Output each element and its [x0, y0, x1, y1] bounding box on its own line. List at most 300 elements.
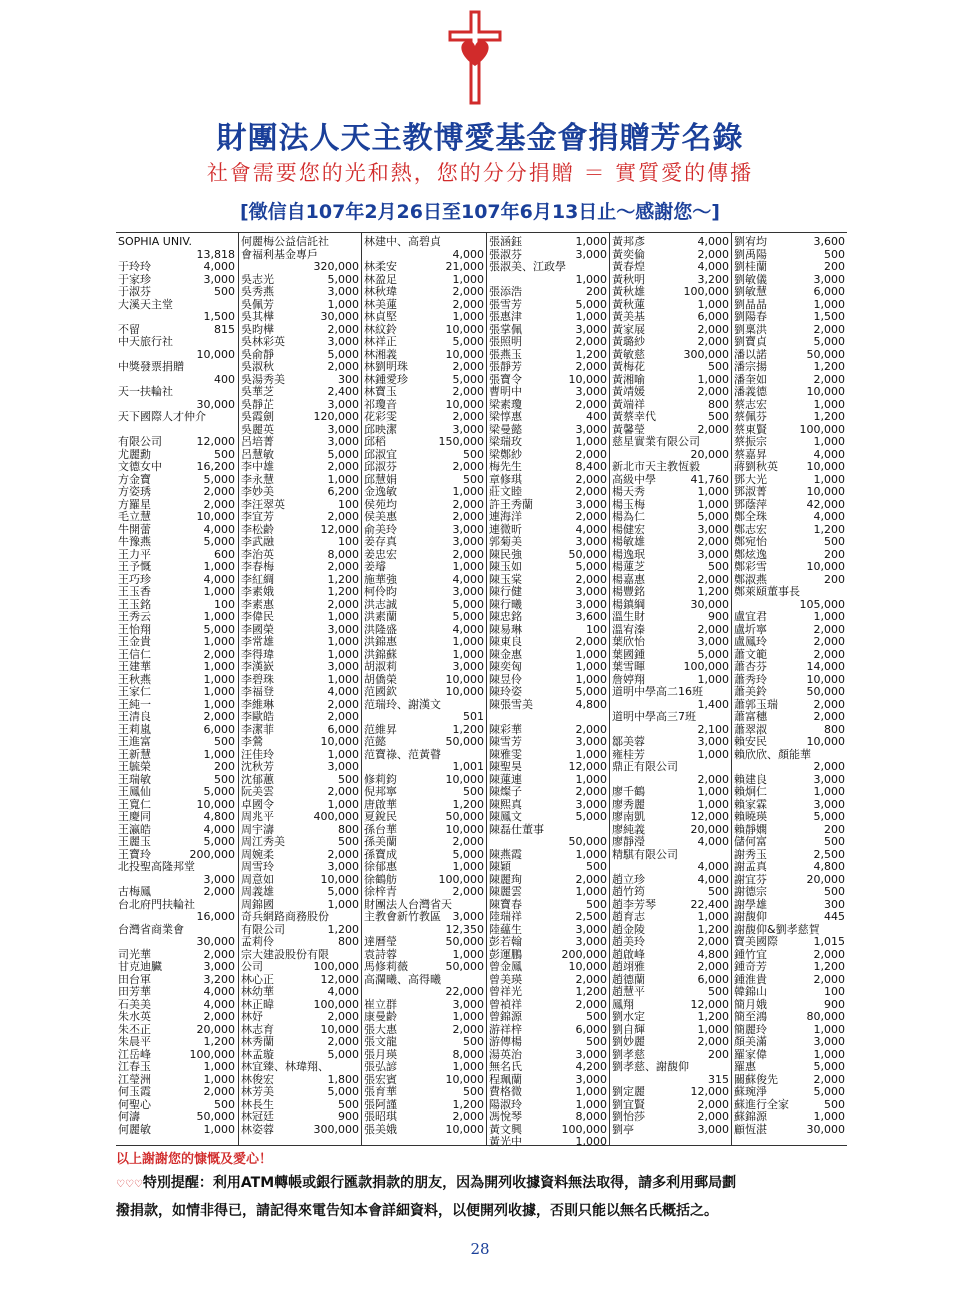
donor-name: 吳昀樺 [241, 322, 274, 336]
donation-amount: 2,000 [813, 1072, 845, 1086]
donation-amount: 8,000 [327, 547, 359, 561]
donor-name: 李宜芳 [241, 510, 274, 523]
donor-name: 楊健宏 [612, 522, 645, 536]
donation-amount: 3,000 [813, 772, 845, 786]
donor-name: 陽淑玲 [489, 1097, 522, 1111]
donation-amount: 2,000 [813, 622, 845, 636]
donor-name: 姜存真 [364, 535, 397, 548]
donor-name: 陸蘊生 [489, 922, 522, 936]
donation-amount: 1,000 [203, 610, 235, 623]
donation-amount: 500 [824, 835, 845, 848]
donor-name: 陳金惠 [489, 647, 522, 661]
donation-amount: 10,000 [568, 960, 607, 973]
donation-amount: 2,000 [697, 247, 729, 261]
donation-amount: 1,000 [697, 672, 729, 686]
donor-name: 許王秀蘭 [489, 497, 533, 511]
donation-amount: 4,000 [697, 235, 729, 248]
donor-name: 王玉香 [118, 585, 151, 598]
donation-amount: 500 [214, 772, 235, 786]
donation-amount: 4,000 [697, 835, 729, 848]
donation-amount: 1,200 [327, 922, 359, 936]
donation-amount: 500 [708, 410, 729, 423]
donation-amount: 1,000 [203, 660, 235, 673]
donor-name: 康曼齡 [364, 1010, 397, 1023]
donor-name: 黃邦彥 [612, 235, 645, 248]
donation-amount: 4,000 [697, 260, 729, 273]
donor-name: 趙美玲 [612, 935, 645, 948]
donation-amount: 2,000 [697, 385, 729, 398]
donation-amount: 500 [338, 772, 359, 786]
donation-amount: 2,000 [697, 772, 729, 786]
donation-amount: 2,000 [327, 560, 359, 573]
donation-amount: 12,000 [690, 1085, 729, 1098]
donor-name: 洪錦蘇 [364, 647, 397, 661]
donor-name: 劉寶貞 [734, 335, 767, 348]
donor-name: 鄭淑燕 [734, 572, 767, 586]
donation-amount: 3,000 [575, 322, 607, 336]
donor-name: 葉國鍾 [612, 647, 645, 661]
donor-name: 溫宥溱 [612, 622, 645, 636]
donor-name: 劉自輝 [612, 1022, 645, 1036]
donor-name: 王信仁 [118, 647, 151, 661]
donation-amount: 500 [463, 447, 484, 461]
donor-name: 周江秀美 [241, 835, 285, 848]
donor-name: 王瀛皓 [118, 822, 151, 836]
donation-amount: 2,000 [813, 635, 845, 648]
donation-amount: 2,000 [575, 572, 607, 586]
donor-name: 賴曉瑛 [734, 810, 767, 823]
donor-name: 謝馥仰 [734, 910, 767, 923]
donor-name: 劉怡莎 [612, 1110, 645, 1123]
donation-amount: 200 [586, 285, 607, 298]
donation-amount: 200 [214, 760, 235, 773]
donor-name: 吳秀燕 [241, 285, 274, 298]
donation-amount: 5,000 [327, 447, 359, 461]
donor-name: 程珮蘭 [489, 1072, 522, 1086]
donation-amount: 300 [338, 372, 359, 386]
donation-amount: 1,000 [203, 685, 235, 698]
donation-amount: 1,000 [203, 1072, 235, 1086]
donation-amount: 4,000 [452, 247, 484, 261]
donation-amount: 2,000 [327, 510, 359, 523]
donation-amount: 2,000 [813, 647, 845, 661]
donation-amount: 12,000 [690, 997, 729, 1011]
donation-amount: 2,000 [575, 360, 607, 373]
donation-amount: 3,000 [697, 522, 729, 536]
donation-amount: 1,000 [697, 910, 729, 923]
donor-name: 黃馨瑩 [612, 422, 645, 436]
donation-amount: 12,000 [196, 435, 235, 448]
donation-amount: 5,000 [575, 560, 607, 573]
donation-amount: 3,000 [575, 385, 607, 398]
donation-amount: 3,000 [575, 1047, 607, 1061]
donor-name: 鄒美蓉 [612, 735, 645, 748]
donor-name: 林貞堅 [364, 310, 397, 323]
donation-amount: 4,000 [203, 572, 235, 586]
donor-name: 吳麗英 [241, 422, 274, 436]
donation-amount: 1,000 [697, 747, 729, 761]
donor-name: 吳俞靜 [241, 347, 274, 361]
donor-row [362, 1123, 487, 1137]
donation-amount: 4,000 [697, 872, 729, 886]
donor-name: 陳熙真 [489, 797, 522, 811]
donor-name: 黃奕倫 [612, 247, 645, 261]
donation-amount: 500 [708, 985, 729, 998]
donor-name: 趙李芳琴 [612, 897, 656, 911]
donation-amount: 6,000 [575, 1022, 607, 1036]
donation-amount: 120,000 [313, 410, 359, 423]
donor-name: 鄭全珠 [734, 510, 767, 523]
donation-amount: 2,000 [203, 947, 235, 961]
donation-amount: 600 [214, 547, 235, 561]
donation-amount: 1,800 [327, 1072, 359, 1086]
donation-amount: 500 [708, 360, 729, 373]
donor-name: 劉敏儀 [734, 272, 767, 286]
donor-name: 彭若翰 [489, 935, 522, 948]
donor-name: 李福登 [241, 685, 274, 698]
donation-amount: 30,000 [806, 1122, 845, 1136]
donation-amount: 200 [708, 1047, 729, 1061]
donor-name: 呂慧敏 [241, 447, 274, 461]
donation-amount: 50,000 [445, 935, 484, 948]
donor-name: 鄧大光 [734, 472, 767, 486]
donor-name: 林柔安 [364, 260, 397, 273]
donor-name: 潘以諾 [734, 347, 767, 361]
donation-amount: 1,000 [452, 860, 484, 873]
donation-amount: 10,000 [445, 672, 484, 686]
donor-name: 天下國際人才仲介 [118, 410, 206, 423]
donor-name: 洪隆盛 [364, 622, 397, 636]
donor-name: 陳東良 [489, 635, 522, 648]
donation-amount: 500 [214, 1097, 235, 1111]
donor-name: 賴欣欣、顏能華 [734, 747, 811, 761]
donor-name: 王家仁 [118, 685, 151, 698]
donor-name: 洪錦惠 [364, 635, 397, 648]
donor-name: 陳行曦 [489, 597, 522, 611]
donor-table [116, 232, 847, 1146]
donation-amount: 3,000 [203, 272, 235, 286]
donation-amount: 4,000 [327, 985, 359, 998]
donation-amount: 1,200 [697, 922, 729, 936]
donor-name: 趙育志 [612, 910, 645, 923]
donation-amount: 1,000 [575, 1097, 607, 1111]
donor-name: 姜璿 [364, 560, 386, 573]
donor-name: 范懿 [364, 735, 386, 748]
donor-name: 蔡東賢 [734, 422, 767, 436]
donation-amount: 16,000 [196, 910, 235, 923]
donor-name: 牛豫燕 [118, 535, 151, 548]
donor-name: 梁瑞玫 [489, 435, 522, 448]
donation-amount: 5,000 [327, 885, 359, 898]
donor-name: 李歐皓 [241, 710, 274, 723]
donor-name: 蔣劉秋英 [734, 460, 778, 473]
donor-name: 無名氏 [489, 1060, 522, 1073]
donor-name: 鄭萊頤董事長 [734, 585, 800, 598]
donor-name: 楊鎮綱 [612, 597, 645, 611]
donation-amount: 3,000 [452, 535, 484, 548]
donation-amount: 42,000 [806, 497, 845, 511]
donation-amount: 2,000 [697, 1035, 729, 1048]
donation-amount: 200,000 [189, 847, 235, 861]
donor-name: 陳聖昊 [489, 760, 522, 773]
donor-name: 林芳美 [241, 1085, 274, 1098]
donor-name: 李潔菲 [241, 722, 274, 736]
donation-amount: 3,200 [203, 972, 235, 986]
donor-name: 張宏賓 [364, 1072, 397, 1086]
donation-amount: 10,000 [806, 672, 845, 686]
donation-amount: 10,000 [445, 772, 484, 786]
donor-name: 劉敏慧 [734, 285, 767, 298]
donor-name: 方姿琇 [118, 485, 151, 498]
donation-amount: 3,000 [813, 1035, 845, 1048]
donor-row [732, 1123, 848, 1137]
donation-amount: 12,350 [445, 922, 484, 936]
donation-amount: 200 [824, 260, 845, 273]
donation-amount: 2,000 [575, 335, 607, 348]
donation-amount: 100 [586, 622, 607, 636]
donor-name: 洪素蘭 [364, 610, 397, 623]
donation-amount: 1,500 [813, 310, 845, 323]
thanks-note: 以上謝謝您的慷慨及愛心！ [116, 1152, 273, 1167]
donation-amount: 1,000 [575, 1135, 607, 1148]
donor-name: 陳民強 [489, 547, 522, 561]
donation-amount: 1,015 [813, 935, 845, 948]
donation-amount: 50,000 [196, 1110, 235, 1123]
donor-name: 陳穎 [489, 860, 511, 873]
donation-amount: 1,000 [327, 472, 359, 486]
donor-name: 陳寶春 [489, 897, 522, 911]
donation-amount: 1,000 [203, 672, 235, 686]
donation-amount: 100,000 [313, 960, 359, 973]
donation-amount: 1,000 [813, 1022, 845, 1036]
donation-amount: 1,000 [697, 797, 729, 811]
donation-amount: 1,200 [452, 1097, 484, 1111]
donor-name: 王莉嵐 [118, 722, 151, 736]
donor-name: 吳華芝 [241, 385, 274, 398]
donation-amount: 500 [824, 535, 845, 548]
donation-amount: 20,000 [690, 447, 729, 461]
donation-amount: 30,000 [690, 597, 729, 611]
donation-amount: 500 [708, 885, 729, 898]
donor-name: 曾錦源 [489, 1010, 522, 1023]
donation-amount: 14,000 [806, 660, 845, 673]
donation-amount: 3,000 [575, 922, 607, 936]
donation-amount: 1,000 [813, 297, 845, 311]
donor-name: 邱淑芬 [364, 460, 397, 473]
donor-name: 簡至鴻 [734, 1010, 767, 1023]
donor-name: 王巧珍 [118, 572, 151, 586]
donation-amount: 1,200 [697, 585, 729, 598]
donation-amount: 3,000 [203, 960, 235, 973]
donation-amount: 2,000 [452, 1022, 484, 1036]
donor-name: 黃秋蓮 [612, 297, 645, 311]
donor-name: 奇兵網路商務股份 [241, 910, 329, 923]
donation-amount: 3,000 [327, 622, 359, 636]
donation-amount: 400,000 [313, 810, 359, 823]
donor-name: 道明中學高三7班 [612, 710, 696, 723]
donor-name: 楊為仁 [612, 510, 645, 523]
donor-name: 趙啟峰 [612, 947, 645, 961]
donor-name: 李偉民 [241, 610, 274, 623]
donor-name: 王鳳仙 [118, 785, 151, 798]
donation-amount: 10,000 [445, 1072, 484, 1086]
donation-amount: 300,000 [313, 1122, 359, 1136]
donor-name: 李漢嶔 [241, 660, 274, 673]
donation-amount: 2,000 [697, 960, 729, 973]
donor-name: 蘇錦源 [734, 1110, 767, 1123]
donation-amount: 200 [824, 822, 845, 836]
donation-amount: 1,000 [327, 897, 359, 911]
donor-name: 蘇進行全家 [734, 1097, 789, 1111]
donation-amount: 100 [214, 597, 235, 611]
donation-amount: 3,000 [697, 547, 729, 561]
donation-amount: 1,000 [327, 747, 359, 761]
donor-name: 盧圻寧 [734, 622, 767, 636]
donation-amount: 1,200 [327, 585, 359, 598]
donor-name: 楊玉梅 [612, 497, 645, 511]
donor-name: 林志育 [241, 1022, 274, 1036]
donation-amount: 2,500 [813, 847, 845, 861]
donor-name: 中獎發票捐贈 [118, 360, 184, 373]
donor-name: 趙德蘭 [612, 972, 645, 986]
donor-name: 鄭宛怡 [734, 535, 767, 548]
donor-name: 朱丕正 [118, 1022, 151, 1036]
donor-name: 黃美基 [612, 310, 645, 323]
donation-amount: 12,000 [690, 810, 729, 823]
donor-column [361, 233, 487, 1145]
donation-amount: 500 [586, 860, 607, 873]
donation-amount: 1,000 [452, 310, 484, 323]
donor-name: 盧宜君 [734, 610, 767, 623]
donation-amount: 1,000 [697, 1022, 729, 1036]
donation-amount: 2,400 [327, 385, 359, 398]
donor-name: 李春梅 [241, 560, 274, 573]
donation-amount: 500 [463, 472, 484, 486]
donor-name: 黃家展 [612, 322, 645, 336]
donation-amount: 2,000 [452, 410, 484, 423]
donor-name: 詹婷翔 [612, 672, 645, 686]
donor-name: 田台軍 [118, 972, 151, 986]
donor-name: 盧鳳玲 [734, 635, 767, 648]
donation-amount: 50,000 [445, 810, 484, 823]
donor-name: 劉孝慈、謝馥仰 [612, 1060, 689, 1073]
donor-column [238, 233, 362, 1145]
donor-name: 簡月娥 [734, 997, 767, 1011]
donor-name: 王進富 [118, 735, 151, 748]
donor-name: 陳彩華 [489, 722, 522, 736]
donor-name: 林心正 [241, 972, 274, 986]
donation-amount: 900 [824, 997, 845, 1011]
donor-name: 林寶玉 [364, 385, 397, 398]
donor-name: 林冠廷 [241, 1110, 274, 1123]
donation-amount: 1,000 [452, 560, 484, 573]
donation-amount: 500 [338, 1097, 359, 1111]
donation-amount: 2,000 [452, 297, 484, 311]
donation-amount: 500 [338, 835, 359, 848]
donation-amount: 41,760 [690, 472, 729, 486]
donor-name: 王建華 [118, 660, 151, 673]
donor-name: 劉水定 [612, 1010, 645, 1023]
donor-name: 謝秀玉 [734, 847, 767, 861]
donor-name: 吳湯秀美 [241, 372, 285, 386]
donation-amount: 1,000 [813, 435, 845, 448]
donor-name: 王予慨 [118, 560, 151, 573]
donation-amount: 3,000 [327, 335, 359, 348]
donor-name: 顏美滿 [734, 1035, 767, 1048]
donor-name: 王力平 [118, 547, 151, 561]
donor-name: 張燕玉 [489, 347, 522, 361]
donor-name: 陳雪芳 [489, 735, 522, 748]
donation-amount: 1,000 [203, 560, 235, 573]
donation-amount: 800 [824, 722, 845, 736]
donor-name: 彭運鵬 [489, 947, 522, 961]
donor-name: 沈秋芳 [241, 760, 274, 773]
donor-name: 于家珍 [118, 272, 151, 286]
donation-amount: 8,400 [575, 460, 607, 473]
donor-name: 林正暐 [241, 997, 274, 1011]
donation-amount: 500 [586, 897, 607, 911]
donation-amount: 2,000 [575, 785, 607, 798]
donation-amount: 1,000 [575, 235, 607, 248]
donation-amount: 10,000 [445, 822, 484, 836]
donor-name: 鄧淑菁 [734, 485, 767, 498]
donation-amount: 2,000 [697, 1110, 729, 1123]
donor-name: 吳佩芳 [241, 297, 274, 311]
donor-name: 李中雄 [241, 460, 274, 473]
donation-amount: 2,000 [327, 785, 359, 798]
donation-amount: 12,000 [320, 972, 359, 986]
donation-amount: 2,000 [452, 1110, 484, 1123]
donor-name: 陳雅雯 [489, 747, 522, 761]
donor-name: 朱水英 [118, 1010, 151, 1023]
donor-name: 賴炯仁 [734, 785, 767, 798]
donor-name: 高級中學 [612, 472, 656, 486]
donation-amount: 900 [338, 1110, 359, 1123]
donor-column [609, 233, 732, 1145]
donor-name: 阮美雲 [241, 785, 274, 798]
donation-amount: 2,000 [203, 485, 235, 498]
donation-amount: 5,000 [203, 785, 235, 798]
donation-amount: 4,000 [813, 510, 845, 523]
donation-amount: 1,000 [327, 647, 359, 661]
donation-amount: 6,000 [697, 310, 729, 323]
donation-amount: 500 [214, 285, 235, 298]
donor-name: 毛立慧 [118, 510, 151, 523]
donor-name: 黃春煌 [612, 260, 645, 273]
donation-amount: 2,000 [575, 485, 607, 498]
donor-name: 黃敏慈 [612, 347, 645, 361]
donation-amount: 3,000 [452, 997, 484, 1011]
donor-name: 慈星實業有限公司 [612, 435, 700, 448]
donation-amount: 400 [214, 372, 235, 386]
donor-name: 張涵鈺 [489, 235, 522, 248]
donation-amount: 5,000 [813, 810, 845, 823]
donor-name: 高瀾曦、高得曦 [364, 972, 441, 986]
donation-amount: 5,000 [813, 1060, 845, 1073]
donation-amount: 4,000 [575, 522, 607, 536]
donation-amount: 3,000 [575, 597, 607, 611]
donor-name: 姜忠宏 [364, 547, 397, 561]
donor-name: 蘇琬淨 [734, 1085, 767, 1098]
donor-name: 陳行健 [489, 585, 522, 598]
donation-amount: 1,200 [813, 360, 845, 373]
donor-name: 吳其樺 [241, 310, 274, 323]
donation-amount: 4,000 [203, 985, 235, 998]
donor-name: 何聖心 [118, 1097, 151, 1111]
donor-name: 蕭美鈴 [734, 685, 767, 698]
donation-amount: 1,000 [327, 797, 359, 811]
donation-amount: 500 [463, 785, 484, 798]
